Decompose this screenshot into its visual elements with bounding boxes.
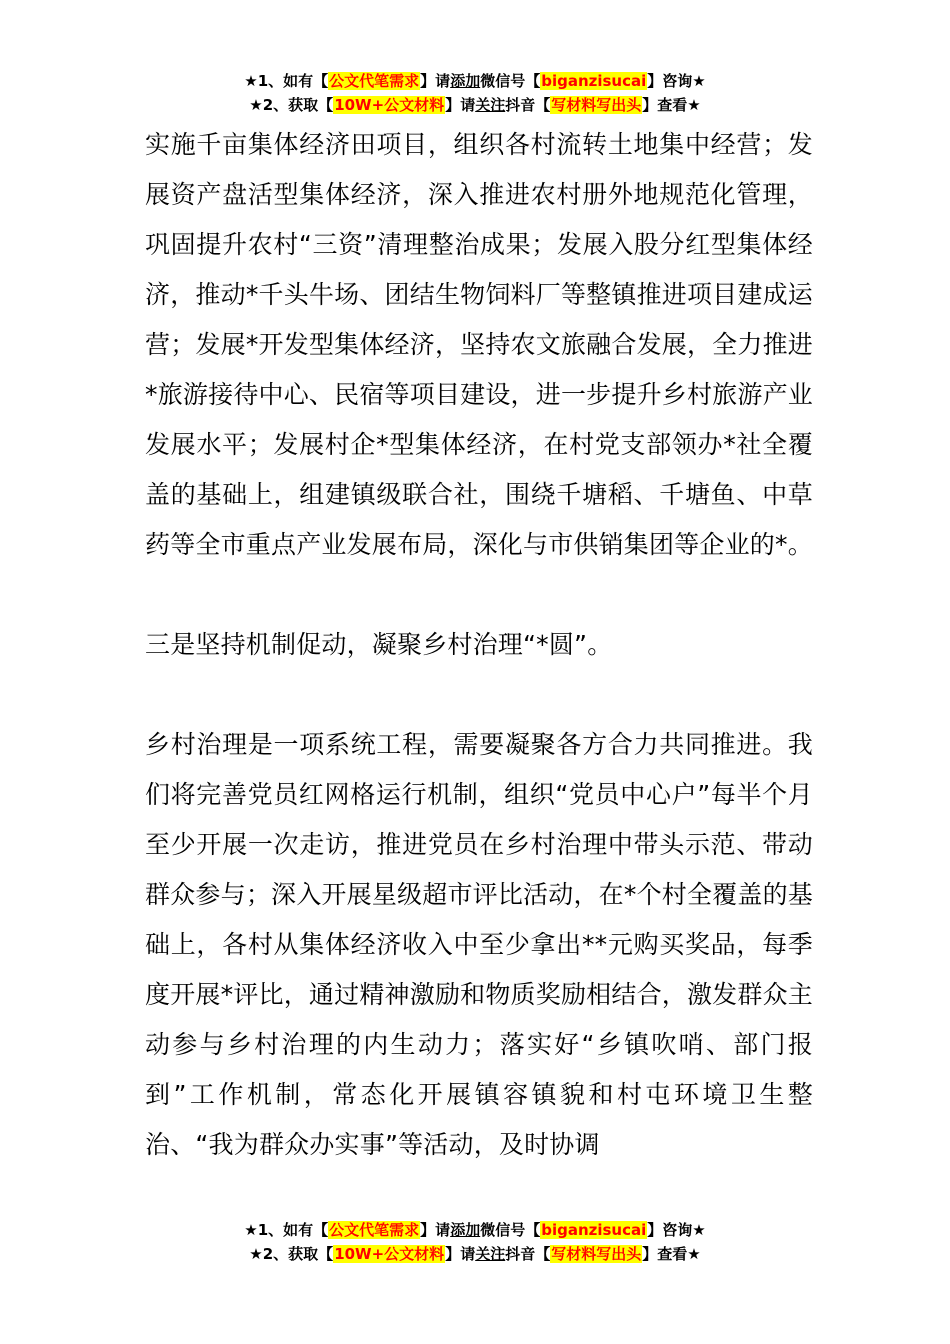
douyin-account-highlight: 写材料写出头 <box>551 1245 642 1263</box>
footer-banner <box>0 1219 950 1267</box>
banner-line-1 <box>0 1219 950 1243</box>
banner-line-2 <box>0 1243 950 1267</box>
banner-line1-middle2: 微信号【 <box>480 72 541 90</box>
banner-line2-middle2: 抖音【 <box>505 1245 551 1263</box>
materials-highlight: 10W+公文材料 <box>334 96 445 114</box>
banner-line2-middle2: 抖音【 <box>505 96 551 114</box>
banner-line1-middle1: 】请 <box>420 1221 451 1239</box>
banner-line2-middle1: 】请 <box>445 96 476 114</box>
section-heading-mechanism: 三是坚持机制促动，凝聚乡村治理“*圆”。 <box>145 630 613 659</box>
banner-line1-prefix: ★1、如有【 <box>244 72 329 90</box>
banner-line1-suffix: 】咨询★ <box>647 1221 706 1239</box>
document-body <box>145 120 813 1170</box>
banner-line2-middle1: 】请 <box>445 1245 476 1263</box>
banner-line2-prefix: ★2、获取【 <box>249 1245 334 1263</box>
banner-line2-suffix: 】查看★ <box>642 96 701 114</box>
wechat-id-highlight: biganzisucai <box>541 1221 647 1239</box>
add-emphasis: 添加 <box>450 1221 481 1239</box>
banner-line1-prefix: ★1、如有【 <box>244 1221 329 1239</box>
paragraph-collective-economy: 实施千亩集体经济田项目，组织各村流转土地集中经营；发展资产盘活型集体经济，深入推进农村册外地规范化管理，巩固提升农村“三资”清理整治成果；发展入股分红型集体经济，推动*千头牛场、团结生物饲料厂等整镇推进项目建成运营；发展*开发型集体经济，坚持农文旅融合发展，全力推进*旅游接待中心、民宿等项目建设，进一步提升乡村旅游产业发展水平；发展村企*型集体经济，在村党支部领办*社全覆盖的基础上，组建镇级联合社，围绕千塘稻、千塘鱼、中草药等全市重点产业发展布局，深化与市供销集团等企业的*。 <box>145 130 813 559</box>
banner-line1-middle2: 微信号【 <box>480 1221 541 1239</box>
follow-emphasis: 关注 <box>475 96 506 114</box>
douyin-account-highlight: 写材料写出头 <box>551 96 642 114</box>
paragraph-gap <box>145 670 813 720</box>
wechat-id-highlight: biganzisucai <box>541 72 647 90</box>
banner-line-2 <box>0 94 950 118</box>
ghostwriting-highlight: 公文代笔需求 <box>329 72 420 90</box>
ghostwriting-highlight: 公文代笔需求 <box>329 1221 420 1239</box>
add-emphasis: 添加 <box>450 72 481 90</box>
paragraph-gap <box>145 570 813 620</box>
paragraph-rural-governance: 乡村治理是一项系统工程，需要凝聚各方合力共同推进。我们将完善党员红网格运行机制，组织“党员中心户”每半个月至少开展一次走访，推进党员在乡村治理中带头示范、带动群众参与；深入开展星级超市评比活动，在*个村全覆盖的基础上，各村从集体经济收入中至少拿出**元购买奖品，每季度开展*评比，通过精神激励和物质奖励相结合，激发群众主动参与乡村治理的内生动力；落实好“乡镇吹哨、部门报到”工作机制，常态化开展镇容镇貌和村屯环境卫生整治、“我为群众办实事”等活动，及时协调 <box>145 730 813 1159</box>
banner-line1-suffix: 】咨询★ <box>647 72 706 90</box>
follow-emphasis: 关注 <box>475 1245 506 1263</box>
header-banner <box>0 70 950 118</box>
banner-line2-prefix: ★2、获取【 <box>249 96 334 114</box>
banner-line2-suffix: 】查看★ <box>642 1245 701 1263</box>
banner-line-1 <box>0 70 950 94</box>
banner-line1-middle1: 】请 <box>420 72 451 90</box>
materials-highlight: 10W+公文材料 <box>334 1245 445 1263</box>
